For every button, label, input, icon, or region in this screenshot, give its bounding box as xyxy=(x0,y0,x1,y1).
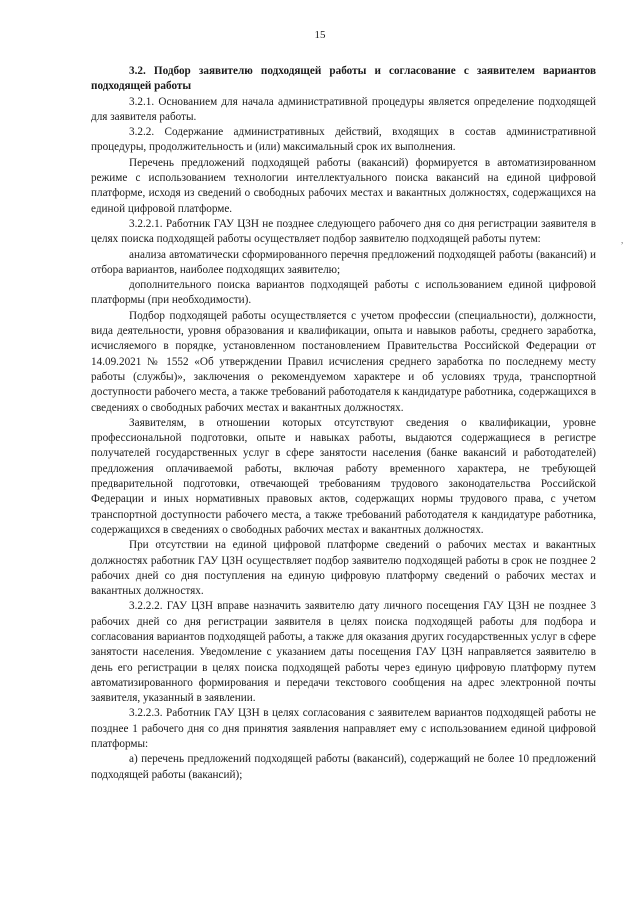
list-item-a: а) перечень предложений подходящей работы (вакансий), содержащий не более 10 предложений подходящей работы (вакансий); xyxy=(91,753,596,781)
section-heading: 3.2. Подбор заявителю подходящей работы и согласование с заявителем вариантов подходящей работы xyxy=(91,65,596,93)
paragraph-3-2-2-2: 3.2.2.2. ГАУ ЦЗН вправе назначить заявителю дату личного посещения ГАУ ЦЗН не позднее 3 рабочих дней со дня регистрации заявителя в целях поиска подходящей работы для подбора и согласования вариантов подходящей работы, а также для оказания других государственных услуг в сфере занятости населения. Уведомление с указанием даты посещения ГАУ ЦЗН направляется заявителю в день его регистрации в целях поиска подходящей работы через единую цифровую платформу путем автоматизированного формирования и передачи текстового сообщения на адрес электронной почты заявителя, указанный в заявлении. xyxy=(91,600,596,705)
margin-mark: , xyxy=(621,235,624,245)
paragraph-selection-criteria: Подбор подходящей работы осуществляется с учетом профессии (специальности), должности, вида деятельности, уровня образования и квалификации, опыта и навыков работы, среднего заработка, исчисляемого в порядке, установленном постановлением Правительства Российской Федерации от 14.09.2021 № 1552 «Об утверждении Правил исчисления среднего заработка по последнему месту работы (службы)», заключения о рекомендуемом характере и об условиях труда, транспортной доступности рабочего места, а также требований работодателя к кандидатуре работника, содержащихся в сведениях о свободных рабочих местах и вакантных должностях. xyxy=(91,309,596,414)
paragraph-no-data: При отсутствии на единой цифровой платформе сведений о рабочих местах и вакантных должностях работник ГАУ ЦЗН осуществляет подбор заявителю подходящей работы в срок не позднее 2 рабочих дней со дня поступления на единую цифровую платформу сведений о рабочих местах и вакантных должностях. xyxy=(91,539,596,598)
paragraph-3-2-1: 3.2.1. Основанием для начала административной процедуры является определение подходящей для заявителя работы. xyxy=(91,95,596,123)
page-number: 15 xyxy=(314,29,326,41)
list-item-analysis: анализа автоматически сформированного перечня предложений подходящей работы (вакансий) и отбора вариантов, наиболее подходящих заявителю; xyxy=(91,248,596,276)
list-item-additional-search: дополнительного поиска вариантов подходящей работы с использованием единой цифровой платформы (при необходимости). xyxy=(91,279,596,307)
paragraph-vacancy-list: Перечень предложений подходящей работы (вакансий) формируется в автоматизированном режиме с использованием технологии интеллектуального поиска вакансий на единой цифровой платформе, исходя из сведений о свободных рабочих местах и вакантных должностях, содержащихся на единой цифровой платформе. xyxy=(91,156,596,215)
paragraph-no-qualification: Заявителям, в отношении которых отсутствуют сведения о квалификации, уровне профессиональной подготовки, опыте и навыках работы, выдаются содержащиеся в регистре получателей государственных услуг в сфере занятости населения (банке вакансий и работодателей) предложения оплачиваемой работы, включая работу временного характера, не требующей предварительной подготовки, отвечающей требованиям трудового законодательства Российской Федерации и иных нормативных правовых актов, содержащих нормы трудового права, с учетом транспортной доступности рабочего места, а также требований работодателя к кандидатуре работника, содержащихся в сведениях о свободных рабочих местах и вакантных должностях. xyxy=(91,416,596,536)
paragraph-3-2-2: 3.2.2. Содержание административных действий, входящих в состав административной процедуры, продолжительность и (или) максимальный срок их выполнения. xyxy=(91,126,596,154)
paragraph-3-2-2-1: 3.2.2.1. Работник ГАУ ЦЗН не позднее следующего рабочего дня со дня регистрации заявителя в целях поиска подходящей работы осуществляет подбор заявителю подходящей работы путем: xyxy=(91,217,596,246)
paragraph-3-2-2-3: 3.2.2.3. Работник ГАУ ЦЗН в целях согласования с заявителем вариантов подходящей работы не позднее 1 рабочего дня со дня принятия заявления направляет ему с использованием единой цифровой платформы: xyxy=(91,707,596,751)
document-body xyxy=(91,64,596,783)
